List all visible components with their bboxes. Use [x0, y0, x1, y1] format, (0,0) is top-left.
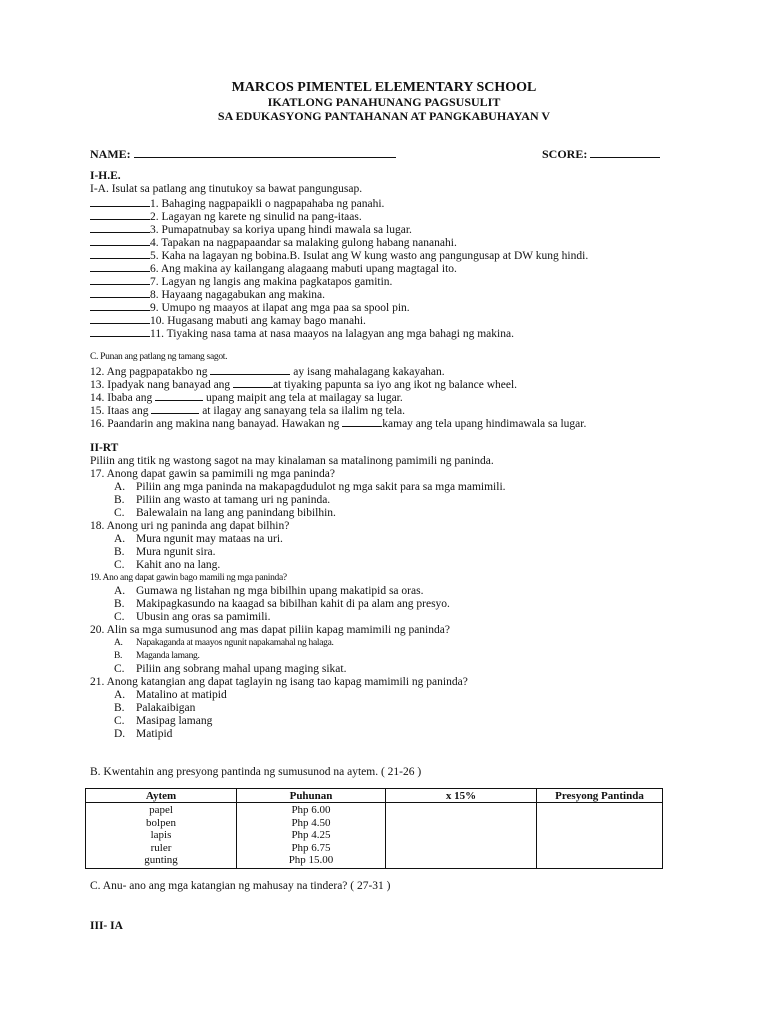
name-blank[interactable]: [134, 147, 396, 158]
option-letter: A.: [114, 638, 123, 648]
option-letter: B.: [114, 494, 125, 506]
section1c-instruction: C. Punan ang patlang ng tamang sagot.: [90, 352, 228, 362]
q17-option-c[interactable]: [114, 507, 336, 520]
question-17: 17. Anong dapat gawin sa pamimili ng mga paninda?: [90, 468, 335, 480]
answer-blank-2[interactable]: [90, 209, 150, 220]
option-text: Maganda lamang.: [136, 651, 200, 661]
answer-blank-14[interactable]: [155, 390, 203, 401]
q21-option-a[interactable]: [114, 689, 227, 702]
option-letter: B.: [114, 702, 125, 714]
option-letter: A.: [114, 689, 126, 701]
question-15-text: 15. Itaas ang: [90, 405, 152, 417]
sectionB-instruction: B. Kwentahin ang presyong pantinda ng sumusunod na aytem. ( 21-26 ): [90, 766, 422, 778]
answer-blank-5[interactable]: [90, 248, 150, 259]
option-letter: B.: [114, 651, 123, 661]
answer-blank-12[interactable]: [210, 364, 290, 375]
answer-blank-10[interactable]: [90, 313, 150, 324]
selling-price-answer-cell[interactable]: [537, 803, 663, 869]
q17-option-a[interactable]: [114, 481, 506, 494]
score-label: SCORE:: [542, 147, 588, 161]
question-12-text: 12. Ang pagpapatakbo ng: [90, 366, 211, 378]
option-text: Gumawa ng listahan ng mga bibilhin upang makatipid sa oras.: [136, 585, 424, 597]
option-letter: C.: [114, 715, 125, 727]
option-letter: B.: [114, 546, 125, 558]
item-name: lapis: [150, 829, 172, 841]
score-blank[interactable]: [590, 147, 660, 158]
question-18: 18. Anong uri ng paninda ang dapat bilhin?: [90, 520, 290, 532]
answer-blank-16[interactable]: [342, 416, 382, 427]
section2-heading: II-RT: [90, 442, 119, 454]
question-text: 4. Tapakan na nagpapaandar sa malaking gulong habang nananahi.: [150, 237, 457, 249]
question-16: [90, 416, 586, 431]
q19-option-c[interactable]: [114, 611, 270, 624]
q21-option-d[interactable]: [114, 728, 172, 741]
option-text: Matipid: [136, 728, 173, 740]
question-text: 9. Umupo ng maayos at ilapat ang mga paa sa spool pin.: [150, 302, 410, 314]
option-letter: C.: [114, 507, 125, 519]
answer-blank-3[interactable]: [90, 222, 150, 233]
question-15-text-end: at ilagay ang sanayang tela sa ilalim ng tela.: [199, 405, 405, 417]
item-cost: Php 6.00: [291, 804, 331, 816]
question-text: 10. Hugasang mabuti ang kamay bago manahi.: [150, 315, 366, 327]
answer-blank-1[interactable]: [90, 196, 150, 207]
option-text: Piliin ang wasto at tamang uri ng paninda.: [136, 494, 331, 506]
option-text: Ubusin ang oras sa pamimili.: [136, 611, 271, 623]
table-header: Presyong Pantinda: [537, 789, 663, 803]
option-letter: C.: [114, 663, 125, 675]
question-14-text-end: upang maipit ang tela at mailagay sa lugar.: [203, 392, 403, 404]
q21-option-c[interactable]: [114, 715, 212, 728]
answer-blank-11[interactable]: [90, 326, 150, 337]
exam-title: IKATLONG PANAHUNANG PAGSUSULIT: [267, 95, 501, 109]
item-name: gunting: [144, 854, 178, 866]
score-field: [542, 147, 660, 162]
item-name: ruler: [150, 841, 172, 854]
school-name: MARCOS PIMENTEL ELEMENTARY SCHOOL: [231, 80, 537, 95]
q21-option-b[interactable]: [114, 702, 195, 715]
item-cost: Php 6.75: [291, 841, 331, 854]
option-text: Kahit ano na lang.: [136, 559, 221, 571]
table-header: Puhunan: [237, 789, 386, 803]
question-13-text: 13. Ipadyak nang banayad ang: [90, 379, 234, 391]
markup-answer-cell[interactable]: [386, 803, 537, 869]
answer-blank-9[interactable]: [90, 300, 150, 311]
name-field: [90, 147, 396, 162]
option-text: Masipag lamang: [136, 715, 213, 727]
q18-option-b[interactable]: [114, 546, 216, 559]
q18-option-c[interactable]: [114, 559, 220, 572]
question-13-text-end: at tiyaking papunta sa iyo ang ikot ng balance wheel.: [273, 379, 518, 391]
question-16-text-end: kamay ang tela upang hindimawala sa lugar.: [382, 418, 587, 430]
option-text: Palakaibigan: [136, 702, 196, 714]
question-12-text-end: ay isang mahalagang kakayahan.: [290, 366, 445, 378]
question-text: 5. Kaha na lagayan ng bobina.B. Isulat ang W kung wasto ang pangungusap at DW kung hindi.: [150, 250, 589, 262]
answer-blank-7[interactable]: [90, 274, 150, 285]
option-text: Piliin ang mga paninda na makapagdudulot ng mga sakit para sa mga mamimili.: [136, 481, 506, 493]
answer-blank-6[interactable]: [90, 261, 150, 272]
question-21: 21. Anong katangian ang dapat taglayin ng isang tao kapag mamimili ng paninda?: [90, 676, 468, 688]
q18-option-a[interactable]: [114, 533, 283, 546]
question-11: [90, 326, 514, 341]
option-text: Napakaganda at maayos ngunit napakamahal ng halaga.: [136, 638, 334, 648]
item-cost: Php 15.00: [288, 854, 334, 866]
table-header: Aytem: [86, 789, 237, 803]
q17-option-b[interactable]: [114, 494, 330, 507]
question-16-text: 16. Paandarin ang makina nang banayad. Hawakan ng: [90, 418, 343, 430]
question-19: 19. Ano ang dapat gawin bago mamili ng mga paninda?: [90, 573, 287, 583]
question-text: 11. Tiyaking nasa tama at nasa maayos na lalagyan ang mga bahagi ng makina.: [150, 328, 514, 340]
sectionC-instruction: C. Anu- ano ang mga katangian ng mahusay na tindera? ( 27-31 ): [90, 880, 391, 892]
question-14-text: 14. Ibaba ang: [90, 392, 156, 404]
section1-heading: I-H.E.: [90, 170, 121, 182]
answer-blank-15[interactable]: [151, 403, 199, 414]
item-name: papel: [149, 804, 173, 816]
q19-option-a[interactable]: [114, 585, 423, 598]
option-text: Matalino at matipid: [136, 689, 227, 701]
question-text: 8. Hayaang nagagabukan ang makina.: [150, 289, 325, 301]
question-text: 3. Pumapatnubay sa koriya upang hindi mawala sa lugar.: [150, 224, 412, 236]
q20-option-a[interactable]: [114, 637, 334, 650]
q19-option-b[interactable]: [114, 598, 450, 611]
option-text: Balewalain na lang ang panindang bibilhin.: [136, 507, 336, 519]
option-letter: A.: [114, 533, 126, 545]
option-text: Piliin ang sobrang mahal upang maging sikat.: [136, 663, 347, 675]
question-text: 7. Lagyan ng langis ang makina pagkatapos gamitin.: [150, 276, 393, 288]
option-letter: B.: [114, 598, 125, 610]
option-letter: D.: [114, 728, 126, 740]
item-cost: Php 4.25: [291, 829, 331, 841]
table-row: [86, 803, 663, 869]
section3-heading: III- IA: [90, 920, 123, 932]
option-text: Makipagkasundo na kaagad sa bibilhan kahit di pa alam ang presyo.: [136, 598, 450, 610]
cost-column: [237, 803, 386, 869]
price-table: [85, 788, 663, 869]
section1-instruction: I-A. Isulat sa patlang ang tinutukoy sa bawat pangungusap.: [90, 183, 363, 195]
question-text: 2. Lagayan ng karete ng sinulid na pang-itaas.: [150, 211, 362, 223]
question-text: 1. Bahaging nagpapaikli o nagpapahaba ng panahi.: [150, 198, 385, 210]
item-cost: Php 4.50: [291, 816, 331, 829]
q20-option-c[interactable]: [114, 663, 346, 676]
table-header: x 15%: [386, 789, 537, 803]
item-name: bolpen: [146, 816, 176, 829]
answer-blank-13[interactable]: [233, 377, 273, 388]
section2-instruction: Piliin ang titik ng wastong sagot na may kinalaman sa matalinong pamimili ng paninda.: [90, 455, 494, 467]
option-letter: C.: [114, 611, 125, 623]
option-text: Mura ngunit sira.: [136, 546, 216, 558]
q20-option-b[interactable]: [114, 650, 200, 663]
subject-title: SA EDUKASYONG PANTAHANAN AT PANGKABUHAYAN V: [217, 109, 551, 123]
option-letter: A.: [114, 585, 126, 597]
item-column: [86, 803, 237, 869]
option-text: Mura ngunit may mataas na uri.: [136, 533, 283, 545]
answer-blank-4[interactable]: [90, 235, 150, 246]
option-letter: A.: [114, 481, 126, 493]
answer-blank-8[interactable]: [90, 287, 150, 298]
table-header-row: [86, 789, 663, 803]
question-20: 20. Alin sa mga sumusunod ang mas dapat piliin kapag mamimili ng paninda?: [90, 624, 450, 636]
name-label: NAME:: [90, 147, 131, 161]
question-text: 6. Ang makina ay kailangang alagaang mabuti upang magtagal ito.: [150, 263, 457, 275]
option-letter: C.: [114, 559, 125, 571]
